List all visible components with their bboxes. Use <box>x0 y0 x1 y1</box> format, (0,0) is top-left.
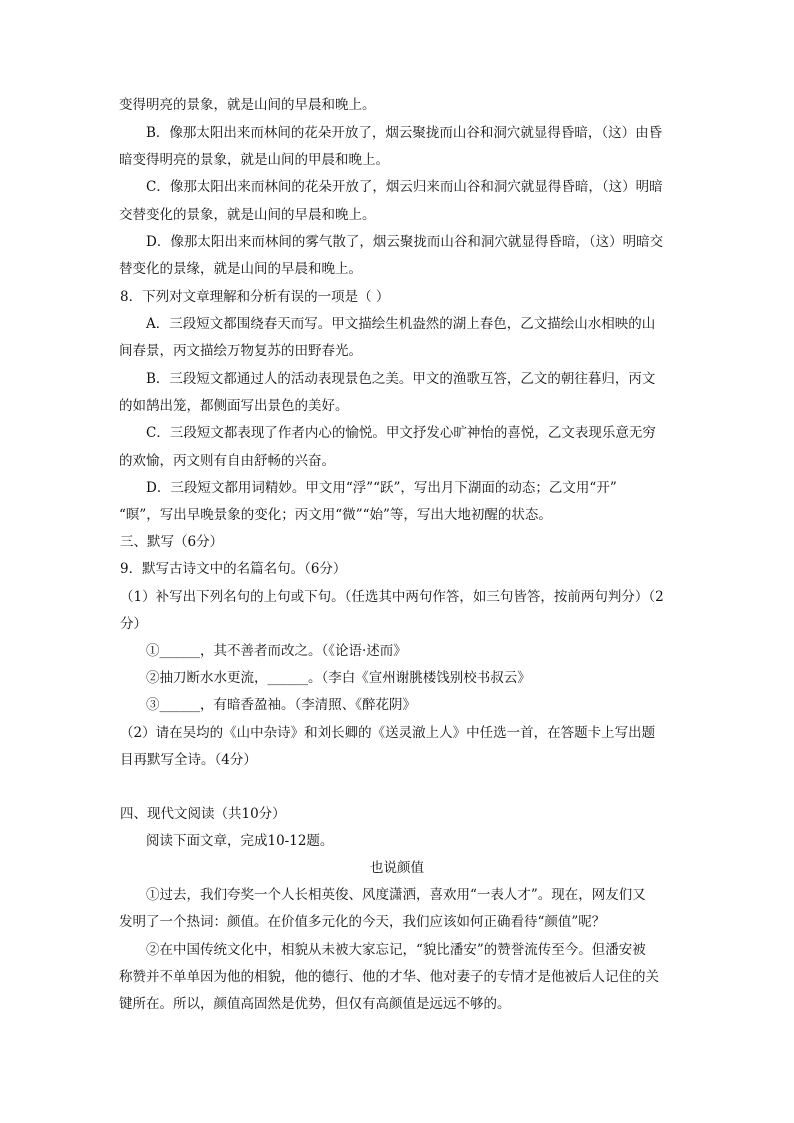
question-9: 9．默写古诗文中的名篇名句。（6分） <box>120 561 347 577</box>
q9-part-1-line-1: （1）补写出下列名句的上句或下句。（任选其中两句作答，如三句皆答，按前两句判分）（2 <box>120 589 664 605</box>
option-d-line-2: 替变化的景缘，就是山间的早晨和晚上。 <box>119 261 362 277</box>
q9-item-3: ③______，有暗香盈袖。（李清照、《醉花阴》 <box>146 697 416 713</box>
option-c-line-2: 交替变化的景象，就是山间的早晨和晚上。 <box>119 207 376 223</box>
q8-option-d-line-1: D．三段短文都用词精妙。甲文用“浮”“跃”，写出月下湖面的动态；乙文用“开” <box>146 480 617 496</box>
q8-option-c-line-1: C．三段短文都表现了作者内心的愉悦。甲文抒发心旷神怡的喜悦，乙文表现乐意无穷 <box>146 425 656 441</box>
paragraph-2-line-1: ②在中国传统文化中，相貌从未被大家忘记，“貌比潘安”的赞誉流传至今。但潘安被 <box>146 942 646 958</box>
option-b-line-1: B．像那太阳出来而林间的花朵开放了，烟云聚拢而山谷和洞穴就显得昏暗，（这）由昏 <box>146 125 663 141</box>
option-d-line-1: D．像那太阳出来而林间的雾气散了，烟云聚拢而山谷和洞穴就显得昏暗，（这）明暗交 <box>146 234 664 250</box>
paragraph-1-line-1: ①过去，我们夸奖一个人长相英俊、风度潇洒，喜欢用“一表人才”。现在，网友们又 <box>146 887 646 903</box>
q8-option-d-line-2: “暝”，写出早晚景象的变化；丙文用“微”“始”等，写出大地初醒的状态。 <box>119 507 552 523</box>
paragraph-2-line-2: 称赞并不单单因为他的相貌，他的德行、他的才华、他对妻子的专情才是他被后人记住的关 <box>119 969 659 985</box>
q8-option-a-line-1: A．三段短文都围绕春天而写。甲文描绘生机盎然的湖上春色，乙文描绘山水相映的山 <box>146 316 656 332</box>
section-heading-4: 四、现代文阅读（共10分） <box>120 806 286 822</box>
q8-option-a-line-2: 间春景，丙文描绘万物复苏的田野春光。 <box>119 343 362 359</box>
text-line: 变得明亮的景象，就是山间的早晨和晚上。 <box>119 97 376 113</box>
q9-part-2-line-2: 目再默写全诗。（4分） <box>120 752 257 768</box>
option-c-line-1: C．像那太阳出来而林间的花朵开放了，烟云归来而山谷和洞穴就显得昏暗，（这）明暗 <box>146 179 663 195</box>
article-title: 也说颜值 <box>370 860 424 876</box>
q8-option-b-line-2: 的如鹄出笼，都侧面写出景色的美好。 <box>119 398 349 414</box>
paragraph-2-line-3: 键所在。所以，颜值高固然是优势，但仅有高颜值是远远不够的。 <box>119 996 511 1012</box>
q9-item-1: ①______，其不善者而改之。（《论语·述而》 <box>146 643 407 659</box>
reading-instruction: 阅读下面文章，完成10-12题。 <box>146 833 334 849</box>
q8-option-c-line-2: 的欢愉，丙文则有自由舒畅的兴奋。 <box>119 453 335 469</box>
q9-part-1-line-2: 分） <box>120 616 147 632</box>
q9-part-2-line-1: （2）请在吴均的《山中杂诗》和刘长卿的《送灵澈上人》中任选一首，在答题卡上写出题 <box>120 725 656 741</box>
q9-item-2: ②抽刀断水水更流，______。（李白《宣州谢朓楼饯别校书叔云》 <box>146 670 531 686</box>
q8-option-b-line-1: B．三段短文都通过人的活动表现景色之美。甲文的渔歌互答，乙文的朝往暮归，丙文 <box>146 371 656 387</box>
question-8: 8．下列对文章理解和分析有误的一项是（ ） <box>120 289 390 305</box>
option-b-line-2: 暗变得明亮的景象，就是山间的甲晨和晚上。 <box>119 152 389 168</box>
section-heading-3: 三、默写（6分） <box>120 534 224 550</box>
paragraph-1-line-2: 发明了一个热词：颜值。在价值多元化的今天，我们应该如何正确看待“颜值”呢？ <box>119 914 606 930</box>
